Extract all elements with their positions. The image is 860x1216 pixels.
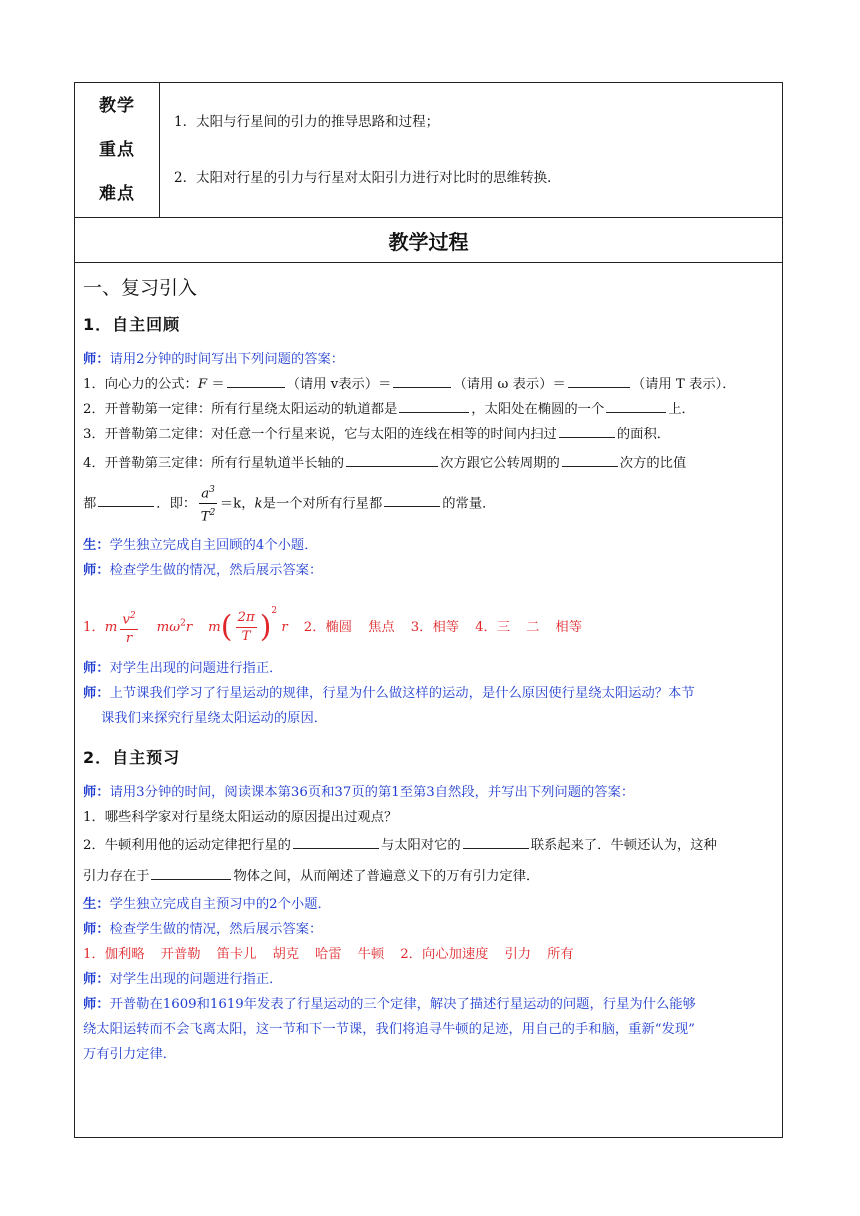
- key-points-content: [160, 83, 783, 218]
- blank: [293, 834, 379, 849]
- kepler-third-law-fraction: $\frac{a^3}{T^2}$: [199, 481, 217, 527]
- review-q4-line2: 都 ．即： $\frac{a^3}{T^2}$ ＝k，k是一个对所有行星都 的常量．: [83, 481, 774, 527]
- preview-prompt: 师：请用3分钟的时间，阅读课本第36页和37页的第1至第3自然段，并写出下列问题的答案：: [83, 784, 635, 800]
- key-point-1: 1．太阳与行星间的引力的推导思路和过程；: [174, 114, 440, 130]
- review-answers: 1．m $\frac{v^2}{r}$ $m\omega^2r$ m( $\frac{2\pi}{T}$ )$^2$ r 2．椭圆 焦点 3．相等 4．三 二 相等: [83, 605, 583, 647]
- review-q1: 1．向心力的公式：F ＝ （请用 v表示）＝ （请用 ω 表示）＝ （请用 T 表示）．: [83, 372, 774, 397]
- review-student: 生：学生独立完成自主回顾的4个小题．: [83, 537, 318, 553]
- process-body: [75, 263, 783, 1138]
- review-q4-line1: 4．开普勒第三定律：所有行星轨道半长轴的 次方跟它公转周期的 次方的比值: [83, 447, 774, 481]
- preview-check: 师：检查学生做的情况，然后展示答案：: [83, 921, 323, 937]
- preview-q1: 1．哪些科学家对行星绕太阳运动的原因提出过观点？: [83, 809, 398, 825]
- subsection-self-preview: 2．自主预习: [83, 747, 181, 767]
- blank: [346, 452, 438, 467]
- blank: [384, 492, 440, 507]
- preview-answers: 1．伽利略 开普勒 笛卡儿 胡克 哈雷 牛顿 2．向心加速度 引力 所有: [83, 946, 574, 962]
- preview-q2-line2: 引力存在于 物体之间，从而阐述了普遍意义下的万有引力定律．: [83, 861, 774, 892]
- blank: [151, 865, 231, 880]
- blank: [463, 834, 529, 849]
- blank: [562, 452, 618, 467]
- label-line-1: 教学: [99, 96, 135, 116]
- review-q3: 3．开普勒第二定律：对任意一个行星来说，它与太阳的连线在相等的时间内扫过 的面积．: [83, 422, 774, 447]
- preview-final-1: 师：开普勒在1609和1619年发表了行星运动的三个定律，解决了描述行星运动的问题，行星为什么能够: [83, 996, 696, 1012]
- blank: [393, 373, 451, 388]
- process-header-row: [75, 218, 783, 263]
- review-intro-2: 课我们来探究行星绕太阳运动的原因．: [101, 710, 328, 726]
- blank: [399, 398, 469, 413]
- preview-correct: 师：对学生出现的问题进行指正．: [83, 971, 283, 987]
- blank: [606, 398, 666, 413]
- key-points-row: [75, 83, 783, 218]
- label-line-2: 重点: [99, 140, 135, 160]
- blank: [568, 373, 630, 388]
- process-title: 教学过程: [75, 218, 783, 263]
- preview-q2-line1: 2．牛顿利用他的运动定律把行星的 与太阳对它的 联系起来了．牛顿还认为，这种: [83, 830, 774, 861]
- lesson-table: [74, 82, 783, 1138]
- key-points-label-cell: [75, 83, 160, 218]
- preview-final-3: 万有引力定律．: [83, 1046, 177, 1062]
- review-intro-1: 师：上节课我们学习了行星运动的规律，行星为什么做这样的运动，是什么原因使行星绕太阳运动？本节: [83, 685, 695, 701]
- label-line-3: 难点: [99, 184, 135, 204]
- blank: [98, 492, 154, 507]
- review-q2: 2．开普勒第一定律：所有行星绕太阳运动的轨道都是 ，太阳处在椭圆的一个 上．: [83, 397, 774, 422]
- key-point-2: 2．太阳对行星的引力与行星对太阳引力进行对比时的思维转换．: [174, 170, 561, 186]
- preview-student: 生：学生独立完成自主预习中的2个小题．: [83, 896, 331, 912]
- blank: [227, 373, 285, 388]
- review-correct: 师：对学生出现的问题进行指正．: [83, 660, 283, 676]
- lesson-plan-sheet: [74, 82, 783, 1127]
- review-prompt: 师：请用2分钟的时间写出下列问题的答案：: [83, 352, 345, 367]
- subsection-self-review: 1．自主回顾: [83, 315, 181, 334]
- process-body-row: [75, 263, 783, 1138]
- blank: [559, 423, 615, 438]
- section-title-review: 一、复习引入: [83, 277, 198, 299]
- review-check: 师：检查学生做的情况，然后展示答案：: [83, 562, 323, 578]
- preview-final-2: 绕太阳运转而不会飞离太阳，这一节和下一节课，我们将追寻牛顿的足迹，用自己的手和脑，重新“发现”: [83, 1021, 695, 1037]
